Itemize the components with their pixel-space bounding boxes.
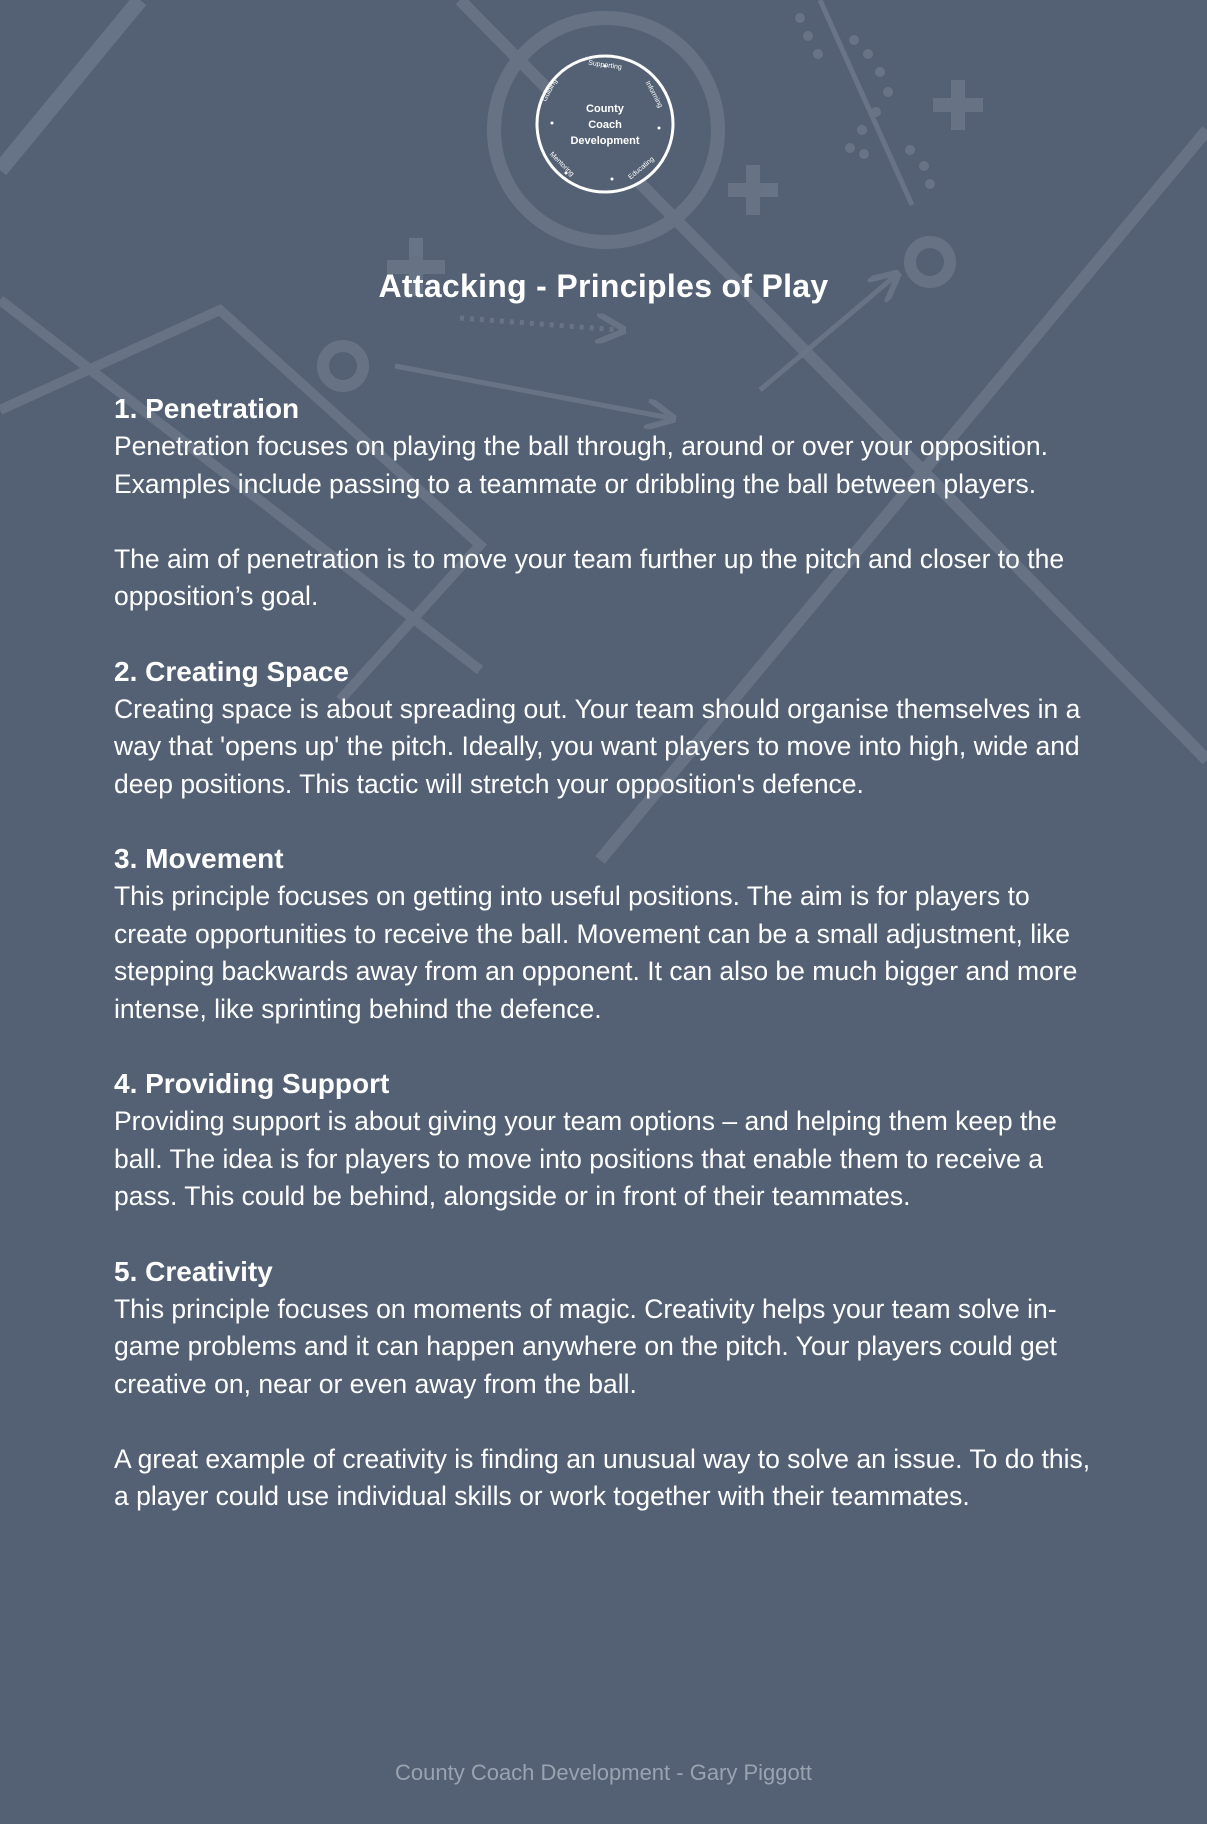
- county-coach-logo: [534, 53, 676, 195]
- section-paragraph: A great example of creativity is finding an unusual way to solve an issue. To do this, a player could use individual skills or work together with their teammates.: [114, 1443, 1091, 1511]
- section-heading: 1. Penetration: [114, 393, 300, 424]
- logo-word-mentoring: Mentoring: [548, 151, 576, 178]
- section-paragraph: Creating space is about spreading out. Your team should organise themselves in a way that 'opens up' the pitch. Ideally, you want players to move into high, wide and deep positions. This tactic will stretch your opposition's defence.: [114, 693, 1081, 799]
- section-creativity: [114, 1253, 1104, 1516]
- section-paragraph: This principle focuses on getting into useful positions. The aim is for players to create opportunities to receive the ball. Movement can be a small adjustment, like stepping backwards away from an opponent. It can also be much bigger and more intense, like sprinting behind the defence.: [114, 881, 1078, 1024]
- section-heading: 4. Providing Support: [114, 1068, 390, 1099]
- logo-center-text: [534, 101, 676, 149]
- section-providing-support: [114, 1065, 1104, 1216]
- logo-line-3: Development: [570, 135, 640, 147]
- section-heading: 3. Movement: [114, 843, 284, 874]
- logo-word-educating: Educating: [627, 155, 656, 182]
- logo-word-informing: Informing: [643, 79, 664, 110]
- section-creating-space: [114, 653, 1104, 804]
- section-heading: 5. Creativity: [114, 1255, 273, 1287]
- logo-line-2: Coach: [588, 119, 622, 131]
- section-paragraph: The aim of penetration is to move your team further up the pitch and closer to the opposition’s goal.: [114, 543, 1065, 611]
- section-paragraph: This principle focuses on moments of magic. Creativity helps your team solve in-game problems and it can happen anywhere on the pitch. Your players could get creative on, near or even away from the ball.: [114, 1293, 1057, 1399]
- logo-word-guiding: Guiding: [541, 78, 559, 103]
- logo-line-1: County: [586, 103, 624, 115]
- footer-credit: County Coach Development - Gary Piggott: [395, 1760, 812, 1785]
- page-title: Attacking - Principles of Play: [378, 268, 829, 304]
- principles-list: [114, 390, 1104, 1553]
- section-paragraph: Providing support is about giving your team options – and helping them keep the ball. The idea is for players to move into positions that enable them to receive a pass. This could be behind, alongside or in front of their teammates.: [114, 1106, 1057, 1211]
- section-movement: [114, 840, 1104, 1028]
- section-heading: 2. Creating Space: [114, 655, 349, 687]
- section-paragraph: Penetration focuses on playing the ball through, around or over your opposition. Examples include passing to a teammate or dribbling the ball between players.: [114, 431, 1048, 499]
- logo-word-supporting: Supporting: [587, 59, 623, 72]
- section-penetration: [114, 390, 1104, 616]
